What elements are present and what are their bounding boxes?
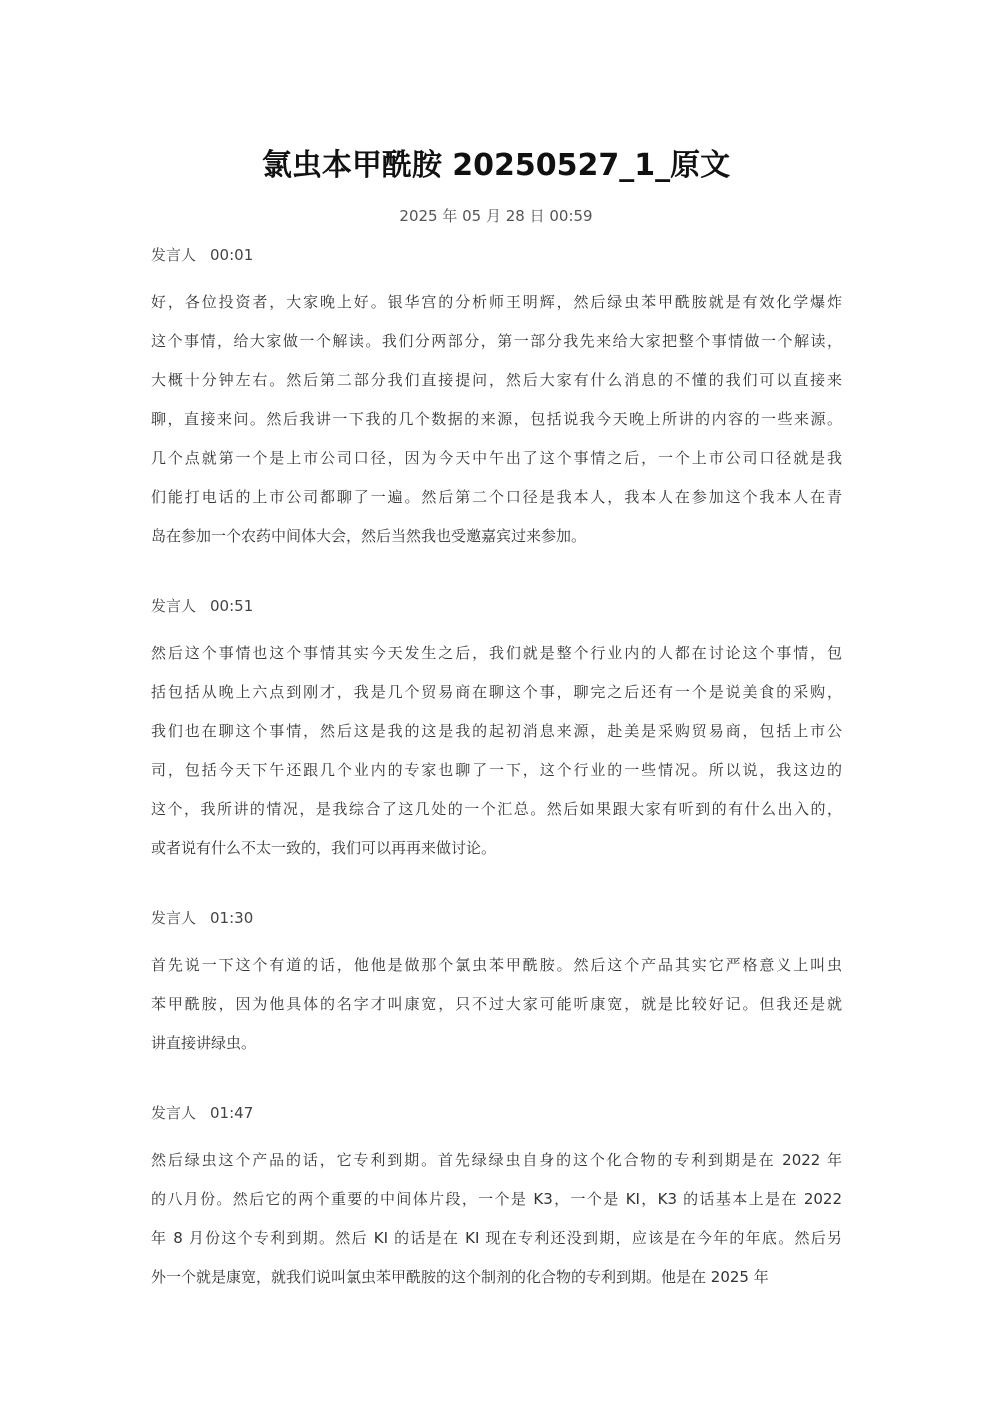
- document-datetime: 2025 年 05 月 28 日 00:59: [399, 207, 593, 225]
- speaker-timestamp: 01:30: [210, 909, 254, 927]
- speaker-header: [151, 595, 842, 617]
- transcript-content: [151, 244, 842, 1336]
- document-title: 氯虫本甲酰胺 20250527_1_原文: [261, 148, 731, 183]
- paragraph-line: 几个点就第一个是上市公司口径，因为今天中午出了这个事情之后，一个上市公司口径就是我: [151, 449, 842, 467]
- paragraph-line: 好，各位投资者，大家晚上好。银华宫的分析师王明辉，然后绿虫苯甲酰胺就是有效化学爆炸: [151, 293, 842, 311]
- transcript-paragraph: [151, 283, 842, 556]
- transcript-section: [151, 1102, 842, 1297]
- paragraph-line: 这个事情，给大家做一个解读。我们分两部分，第一部分我先来给大家把整个事情做一个解读，: [151, 332, 842, 350]
- paragraph-line: 聊，直接来问。然后我讲一下我的几个数据的来源，包括说我今天晚上所讲的内容的一些来源。: [151, 410, 842, 428]
- paragraph-line: 司，包括今天下午还跟几个业内的专家也聊了一下，这个行业的一些情况。所以说，我这边的: [151, 761, 842, 779]
- transcript-paragraph: [151, 946, 842, 1063]
- speaker-timestamp: 01:47: [210, 1104, 254, 1122]
- paragraph-line: 或者说有什么不太一致的，我们可以再再来做讨论。: [151, 839, 497, 857]
- paragraph-line: 们能打电话的上市公司都聊了一遍。然后第二个口径是我本人，我本人在参加这个我本人在青: [151, 488, 842, 506]
- speaker-name: 发言人: [151, 909, 197, 927]
- paragraph-line: 首先说一下这个有道的话，他他是做那个氯虫苯甲酰胺。然后这个产品其实它严格意义上叫虫: [151, 956, 842, 974]
- speaker-timestamp: 00:01: [210, 246, 254, 264]
- transcript-section: [151, 907, 842, 1063]
- paragraph-line: 的八月份。然后它的两个重要的中间体片段，一个是 K3，一个是 KI，K3 的话基本上是在 2022: [151, 1190, 842, 1208]
- speaker-name: 发言人: [151, 597, 197, 615]
- paragraph-line: 苯甲酰胺，因为他具体的名字才叫康宽，只不过大家可能听康宽，就是比较好记。但我还是就: [151, 995, 842, 1013]
- paragraph-line: 外一个就是康宽，就我们说叫氯虫苯甲酰胺的这个制剂的化合物的专利到期。他是在 2025 年: [151, 1268, 769, 1286]
- paragraph-line: 岛在参加一个农药中间体大会，然后当然我也受邀嘉宾过来参加。: [151, 527, 587, 545]
- speaker-name: 发言人: [151, 1104, 197, 1122]
- transcript-section: [151, 595, 842, 868]
- paragraph-line: 括包括从晚上六点到刚才，我是几个贸易商在聊这个事，聊完之后还有一个是说美食的采购，: [151, 683, 842, 701]
- speaker-timestamp: 00:51: [210, 597, 254, 615]
- paragraph-line: 年 8 月份这个专利到期。然后 KI 的话是在 KI 现在专利还没到期，应该是在今年的年底。然后另: [151, 1229, 842, 1247]
- transcript-paragraph: [151, 634, 842, 868]
- transcript-paragraph: [151, 1141, 842, 1297]
- paragraph-line: 我们也在聊这个事情，然后这是我的这是我的起初消息来源，赴美是采购贸易商，包括上市公: [151, 722, 842, 740]
- speaker-header: [151, 244, 842, 266]
- speaker-header: [151, 907, 842, 929]
- speaker-header: [151, 1102, 842, 1124]
- speaker-name: 发言人: [151, 246, 197, 264]
- transcript-section: [151, 244, 842, 556]
- paragraph-line: 这个，我所讲的情况，是我综合了这几处的一个汇总。然后如果跟大家有听到的有什么出入的，: [151, 800, 842, 818]
- paragraph-line: 讲直接讲绿虫。: [151, 1034, 257, 1052]
- paragraph-line: 大概十分钟左右。然后第二部分我们直接提问，然后大家有什么消息的不懂的我们可以直接来: [151, 371, 842, 389]
- paragraph-line: 然后这个事情也这个事情其实今天发生之后，我们就是整个行业内的人都在讨论这个事情，包: [151, 644, 842, 662]
- paragraph-line: 然后绿虫这个产品的话，它专利到期。首先绿绿虫自身的这个化合物的专利到期是在 2022 年: [151, 1151, 842, 1169]
